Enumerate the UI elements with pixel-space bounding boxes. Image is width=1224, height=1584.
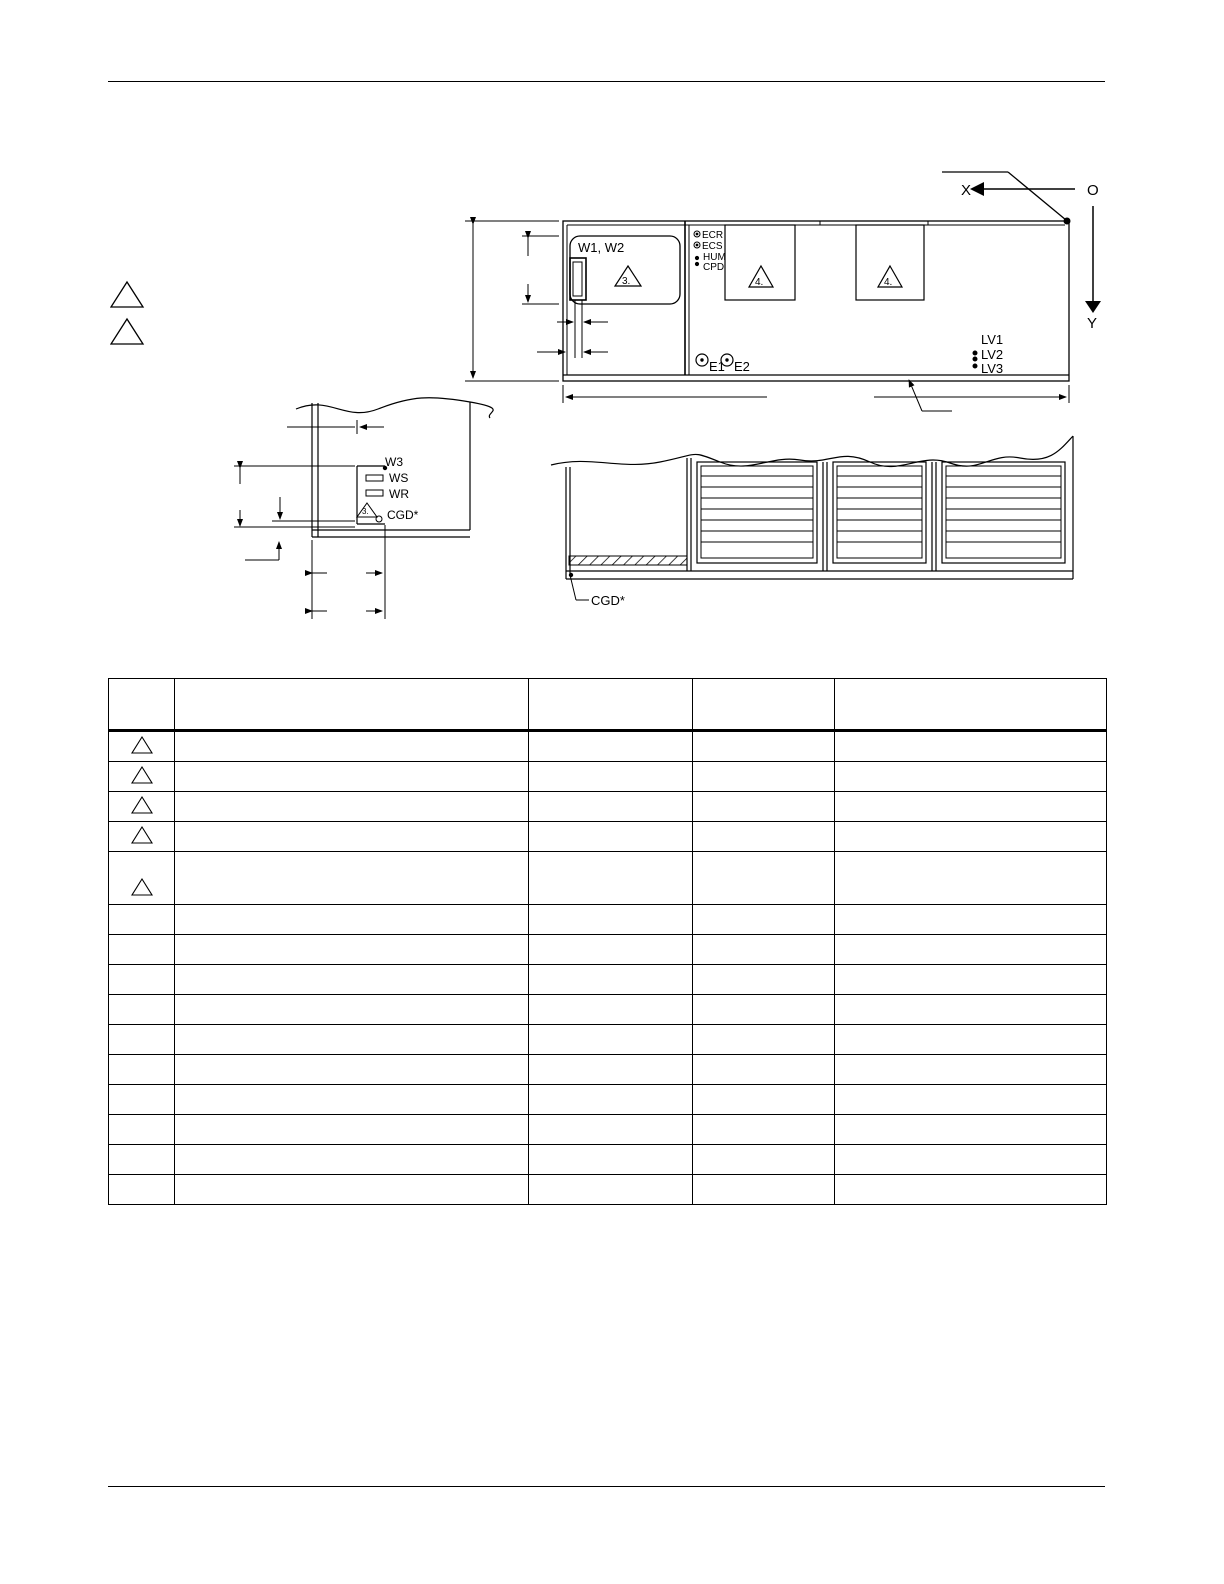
table-cell [175, 1055, 529, 1085]
ws-label: WS [389, 471, 409, 485]
filter-rack-3 [942, 462, 1065, 563]
w1-w2-label: W1, W2 [578, 240, 625, 255]
table-row [109, 935, 1107, 965]
ecr-label: ECR [702, 230, 724, 241]
table-header-row [109, 679, 1107, 731]
table-cell [175, 935, 529, 965]
connection-table [108, 678, 1107, 1205]
table-cell [693, 822, 835, 852]
table-cell [175, 1175, 529, 1205]
table-cell [693, 1055, 835, 1085]
filter-box-left [725, 225, 795, 300]
filter-box-right [856, 225, 924, 300]
table-cell [175, 995, 529, 1025]
table-cell [529, 1025, 693, 1055]
table-cell [835, 965, 1107, 995]
table-cell [529, 792, 693, 822]
table-cell [529, 1115, 693, 1145]
table-cell [109, 1145, 175, 1175]
table-cell [835, 762, 1107, 792]
table-cell [835, 822, 1107, 852]
table-cell [835, 731, 1107, 762]
table-cell [835, 1085, 1107, 1115]
table-header-cell [109, 679, 175, 731]
y-arrow-icon [1085, 301, 1101, 313]
table-cell [109, 1055, 175, 1085]
filter-rack-1 [697, 462, 817, 563]
table-cell [175, 1025, 529, 1055]
axis-indicator [942, 172, 1101, 332]
table-cell [693, 1025, 835, 1055]
table-row [109, 1025, 1107, 1055]
side-cgd-label: CGD* [387, 508, 419, 522]
table-cell [529, 905, 693, 935]
table-row [109, 1115, 1107, 1145]
front-view [551, 436, 1073, 600]
table-cell [693, 1115, 835, 1145]
note-triangle-icon [131, 825, 153, 845]
table-cell [835, 1175, 1107, 1205]
table-cell [529, 1085, 693, 1115]
y-axis-label: Y [1087, 315, 1098, 332]
table-cell [175, 762, 529, 792]
x-arrow-icon [970, 182, 984, 196]
table-cell [529, 1055, 693, 1085]
table-row [109, 792, 1107, 822]
table-cell [529, 995, 693, 1025]
table-cell [109, 731, 175, 762]
note-triangle-icon [131, 795, 153, 815]
table-cell [109, 852, 175, 905]
table-cell [109, 995, 175, 1025]
table-cell [693, 1145, 835, 1175]
table-cell [109, 1025, 175, 1055]
front-cgd-label: CGD* [591, 593, 625, 608]
table-header-cell [529, 679, 693, 731]
table-cell [693, 935, 835, 965]
table-cell [529, 852, 693, 905]
triangle-4-label-left: 4. [755, 277, 764, 288]
note-triangle-icon [131, 765, 153, 785]
table-cell [693, 762, 835, 792]
table-cell [835, 1025, 1107, 1055]
table-header-cell [835, 679, 1107, 731]
e2-label: E2 [734, 359, 750, 374]
table-row [109, 1145, 1107, 1175]
table-cell [529, 1145, 693, 1175]
table-cell [529, 822, 693, 852]
triangle-4-label-right: 4. [884, 277, 893, 288]
note-triangle-icon [131, 735, 153, 755]
panel-handle [570, 258, 586, 300]
table-cell [109, 935, 175, 965]
table-cell [693, 792, 835, 822]
table-cell [175, 1115, 529, 1145]
origin-label: O [1087, 182, 1099, 199]
table-cell [693, 995, 835, 1025]
table-cell [835, 1055, 1107, 1085]
side-detail-dimensions [234, 420, 385, 619]
table-cell [693, 1085, 835, 1115]
table-cell [109, 905, 175, 935]
table-cell [175, 792, 529, 822]
table-row [109, 731, 1107, 762]
note-triangle-icon [131, 877, 153, 897]
table-cell [109, 822, 175, 852]
table-cell [109, 965, 175, 995]
table-cell [109, 1175, 175, 1205]
table-cell [175, 1145, 529, 1175]
hum-label: HUM [703, 252, 726, 263]
cgd-dot [569, 573, 573, 577]
table-cell [109, 1115, 175, 1145]
table-row [109, 1175, 1107, 1205]
table-cell [835, 1115, 1107, 1145]
table-cell [693, 905, 835, 935]
table-cell [175, 852, 529, 905]
side-triangle-3-label: 3. [362, 507, 369, 516]
table-cell [175, 905, 529, 935]
table-row [109, 905, 1107, 935]
table-cell [529, 1175, 693, 1205]
table-cell [835, 995, 1107, 1025]
table-row [109, 852, 1107, 905]
unit-dimension-drawing [0, 0, 1224, 670]
table-cell [835, 935, 1107, 965]
top-view-dimensions [465, 221, 1069, 411]
table-cell [529, 935, 693, 965]
filter-rack-2 [833, 462, 926, 563]
table-header-cell [175, 679, 529, 731]
top-view-labels [578, 230, 1003, 376]
e1-label: E1 [709, 359, 725, 374]
table-cell [175, 965, 529, 995]
table-cell [835, 852, 1107, 905]
wr-label: WR [389, 487, 409, 501]
table-cell [529, 731, 693, 762]
table-cell [529, 762, 693, 792]
table-header-cell [693, 679, 835, 731]
table-cell [693, 965, 835, 995]
table-cell [693, 1175, 835, 1205]
table-row [109, 1085, 1107, 1115]
table-cell [109, 1085, 175, 1115]
drain-pan-hatch [569, 556, 687, 565]
table-cell [529, 965, 693, 995]
w3-label: W3 [385, 455, 403, 469]
table-row [109, 995, 1107, 1025]
table-cell [835, 905, 1107, 935]
x-axis-label: X [961, 182, 972, 199]
triangle-3-label: 3. [622, 276, 631, 287]
lv3-label: LV3 [981, 361, 1004, 376]
cpd-label: CPD [703, 262, 725, 273]
table-cell [109, 762, 175, 792]
table-cell [175, 1085, 529, 1115]
table-cell [693, 852, 835, 905]
lv1-label: LV1 [981, 332, 1004, 347]
lv2-label: LV2 [981, 347, 1004, 362]
table-cell [835, 792, 1107, 822]
table-row [109, 762, 1107, 792]
table-row [109, 822, 1107, 852]
table-cell [175, 822, 529, 852]
table-cell [693, 731, 835, 762]
table-cell [175, 731, 529, 762]
table-cell [835, 1145, 1107, 1175]
table-row [109, 1055, 1107, 1085]
footer-rule [108, 1486, 1105, 1487]
side-detail-labels [362, 455, 419, 522]
table-cell [109, 792, 175, 822]
table-row [109, 965, 1107, 995]
ecs-label: ECS [702, 241, 723, 252]
